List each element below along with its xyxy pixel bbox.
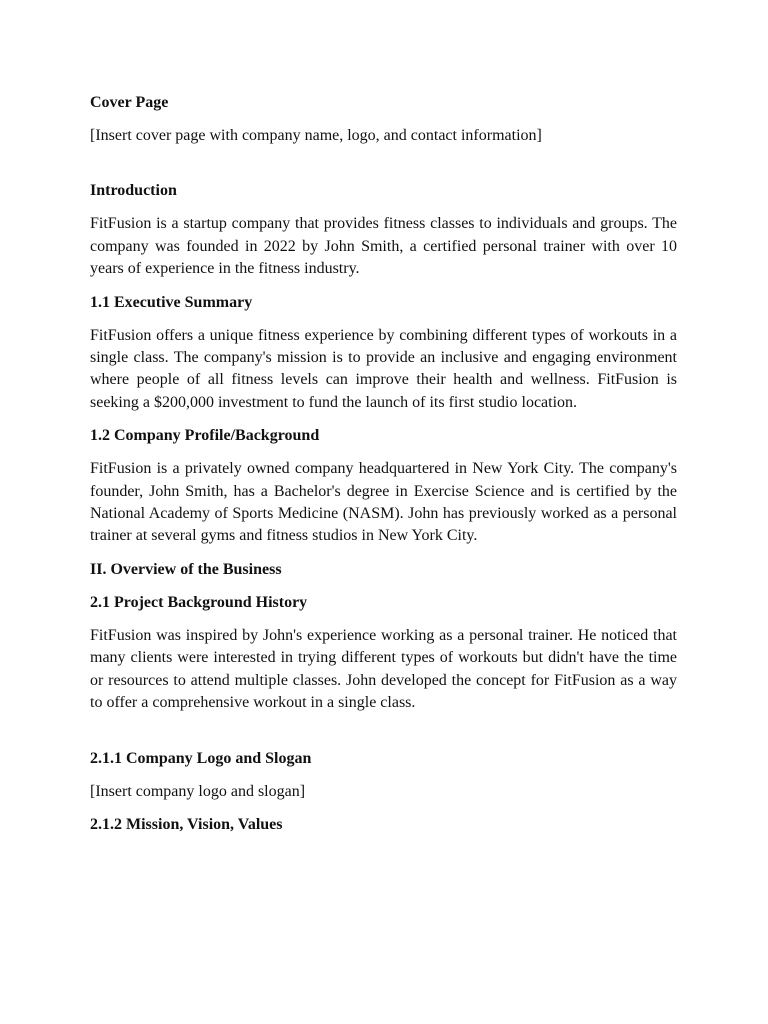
cover-page-heading: Cover Page [90, 94, 169, 111]
cover-page-placeholder: [Insert cover page with company name, logo, and contact information] [90, 127, 542, 144]
overview-heading: II. Overview of the Business [90, 560, 282, 578]
document-page [90, 92, 677, 847]
mission-vision-values-heading: 2.1.2 Mission, Vision, Values [90, 815, 283, 833]
introduction-heading: Introduction [90, 182, 177, 200]
executive-summary-heading: 1.1 Executive Summary [90, 293, 253, 311]
logo-slogan-placeholder: [Insert company logo and slogan] [90, 782, 306, 800]
project-history-heading: 2.1 Project Background History [90, 593, 308, 611]
company-profile-paragraph: FitFusion is a privately owned company headquartered in New York City. The company's founder, John Smith, has a Bachelor's degree in Exercise Science and is certified by the National Academy of Sports Medicine (NASM). John has previously worked as a personal trainer at several gyms and fitness studios in New York City. [90, 460, 677, 545]
project-history-paragraph: FitFusion was inspired by John's experience working as a personal trainer. He noticed that many clients were interested in trying different types of workouts but didn't have the time or resources to attend multiple classes. John developed the concept for FitFusion as a way to offer a comprehensive workout in a single class. [90, 626, 677, 712]
company-profile-heading: 1.2 Company Profile/Background [90, 427, 320, 445]
logo-slogan-heading: 2.1.1 Company Logo and Slogan [90, 749, 312, 767]
executive-summary-paragraph: FitFusion offers a unique fitness experience by combining different types of workouts in a single class. The company's mission is to provide an inclusive and engaging environment where people of all fitness levels can improve their health and wellness. FitFusion is seeking a $200,000 investment to fund the launch of its first studio location. [90, 326, 677, 411]
introduction-paragraph: FitFusion is a startup company that provides fitness classes to individuals and groups. The company was founded in 2022 by John Smith, a certified personal trainer with over 10 years of experience in the fitness industry. [90, 215, 677, 278]
